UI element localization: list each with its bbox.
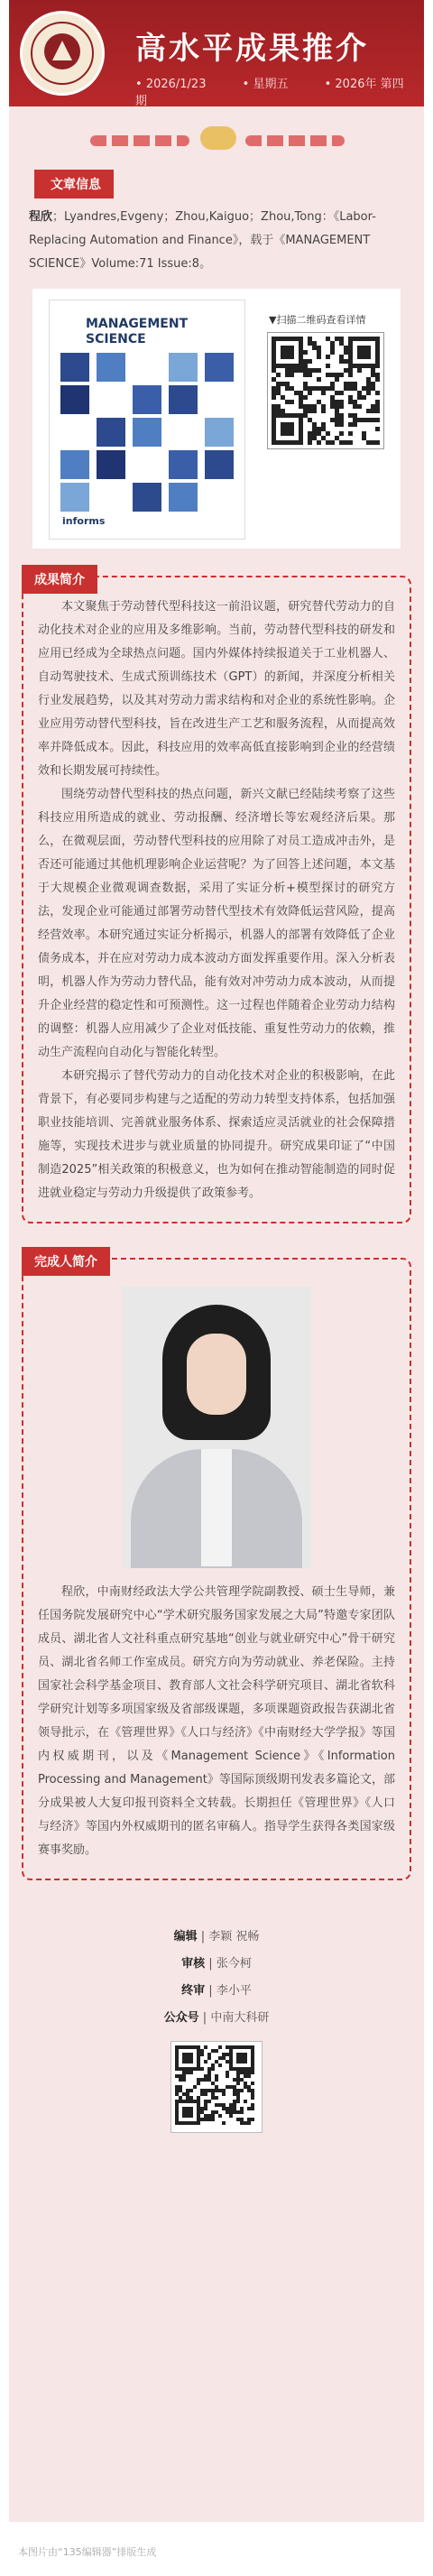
header-banner	[9, 0, 424, 106]
credits	[22, 1924, 411, 2032]
cover-tile	[205, 418, 234, 447]
publisher-logo: informs	[62, 515, 106, 527]
cover-tile	[169, 353, 198, 382]
credit-editor: 编辑 | 李颖 祝畅	[173, 1930, 260, 1944]
qr-code-icon[interactable]	[267, 332, 384, 449]
section-tag-article: 文章信息	[34, 170, 114, 199]
cover-tile	[97, 450, 125, 479]
cover-tile	[205, 353, 234, 382]
article-section	[9, 170, 424, 2133]
author-box	[22, 1255, 411, 1880]
publish-date: • 2026/1/23	[135, 78, 207, 91]
qr-caption: ▼扫描二维码查看详情	[269, 314, 366, 326]
author-photo	[122, 1287, 311, 1568]
decorative-divider	[9, 106, 424, 170]
cover-tile	[97, 418, 125, 447]
weekday: • 星期五	[242, 78, 289, 91]
cloud-icon	[200, 126, 236, 150]
credit-reviewer: 审核 | 张今柯	[181, 1957, 252, 1971]
section-tag-summary: 成果简介	[22, 565, 97, 594]
summary-paragraph: 围绕劳动替代型科技的热点问题，新兴文献已经陆续考察了这些科技应用所造成的就业、劳动报酬、经济增长等宏观经济后果。那么，在微观层面，劳动替代型科技的应用除了对员工造成冲击外，是否还可能通过其他机理影响企业运营呢？为了回答上述问题，本文基于大规模企业微观调查数据，采用了实证分析+模型探讨的研究方法，发现企业可能通过部署劳动替代型技术有效降低运营风险，提高经营效率。本研究通过实证分析揭示，机器人的部署有效降低了企业债务成本，并在应对劳动力成本波动方面发挥重要作用。深入分析表明，机器人作为劳动力替代品，能有效对冲劳动力成本波动，从而提升企业经营的稳定性和可预测性。这一过程也伴随着企业劳动力结构的调整：机器人应用减少了企业对低技能、重复性劳动力的依赖，推动生产流程向自动化与智能化转型。	[38, 788, 395, 1059]
cover-tile	[97, 353, 125, 382]
cover-tile	[169, 450, 198, 479]
cover-tile	[60, 450, 89, 479]
university-logo-icon	[20, 11, 105, 96]
summary-paragraph: 本研究揭示了替代劳动力的自动化技术对企业的积极影响，在此背景下，有必要同步构建与之适配的劳动力转型支持体系，包括加强职业技能培训、完善就业服务体系、探索适应灵活就业的社会保障措施等，实现技术进步与就业质量的协同提升。研究成果印证了“中国制造2025”相关政策的积极意义，也为如何在推动智能制造的同时促进就业稳定与劳动力升级提供了政策参考。	[38, 1069, 395, 1200]
author-bio: 程欣，中南财经政法大学公共管理学院副教授、硕士生导师，兼任国务院发展研究中心“学术研究服务国家发展之大局”特邀专家团队成员、湖北省人文社科重点研究基地“创业与就业研究中心”骨干研究员、湖北省名师工作室成员。研究方向为劳动就业、养老保险。主持国家社会科学基金项目、教育部人文社会科学研究项目、湖北省软科学研究计划等多项国家级及省部级课题，多项课题资政报告获湖北省领导批示，在《管理世界》《人口与经济》《中南财经大学学报》等国内权威期刊，以及《Management Science》《Information Processing and Management》等国际顶级期刊发表多篇论文，部分成果被人大复印报刊资料全文转载。长期担任《管理世界》《人口与经济》等国内外权威期刊的匿名审稿人。指导学生获得各类国家级赛事奖励。	[38, 1585, 395, 1857]
cover-tile	[205, 450, 234, 479]
cover-tile	[133, 483, 161, 512]
page-title: 高水平成果推介	[135, 31, 369, 67]
section-tag-author: 完成人简介	[22, 1247, 110, 1276]
cover-tile	[133, 418, 161, 447]
issue-info	[135, 74, 424, 108]
credit-account: 公众号 | 中南大科研	[163, 2011, 270, 2025]
arrow-left-icon	[90, 135, 189, 146]
summary-paragraph: 本文聚焦于劳动替代型科技这一前沿议题，研究替代劳动力的自动化技术对企业的应用及多维影响。当前，劳动替代型科技的研发和应用已经成为全球热点问题。国内外媒体持续报道关于工业机器人、自动驾驶技术、生成式预训练技术（GPT）的新闻，并深度分析相关行业发展趋势，以及其对劳动力需求结构和对企业的系统性影响。企业应用劳动替代型科技，旨在改进生产工艺和服务流程，从而提高效率并降低成本。因此，科技应用的效率高低直接影响到企业的经营绩效和长期发展可持续性。	[38, 600, 395, 778]
journal-cover-card	[32, 289, 401, 549]
cover-tile	[60, 483, 89, 512]
article-citation: 程欣；Lyandres,Evgeny；Zhou,Kaiguo；Zhou,Tong：《Labor-Replacing Automation and Finance》，载于《MANAGEMENT SCIENCE》Volume:71 Issue:8。	[29, 210, 376, 271]
cover-tile	[60, 385, 89, 414]
cover-tile	[169, 385, 198, 414]
issue-number: • 2026年 第四期	[135, 78, 404, 108]
credit-final-reviewer: 终审 | 李小平	[181, 1984, 252, 1998]
arrow-right-icon	[245, 135, 345, 146]
cover-tile	[133, 385, 161, 414]
cover-pattern	[60, 353, 234, 508]
cover-tile	[169, 483, 198, 512]
account-qr-code-icon[interactable]	[170, 2041, 263, 2133]
journal-title: MANAGEMENT SCIENCE	[86, 317, 189, 346]
footer-note: 本图片由“135编辑器”排版生成	[18, 2546, 157, 2558]
summary-box	[22, 573, 411, 1223]
journal-cover	[49, 300, 245, 540]
poster	[9, 0, 424, 2522]
cover-tile	[60, 353, 89, 382]
